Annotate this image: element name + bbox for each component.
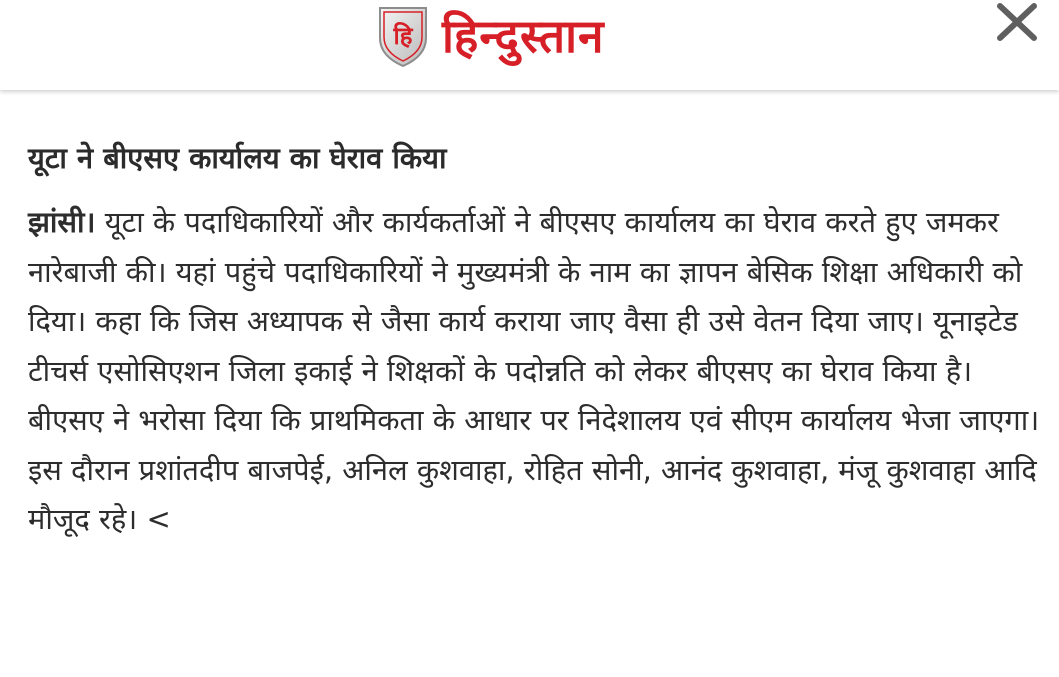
shield-logo-icon: [376, 4, 430, 68]
article-body-text: यूटा के पदाधिकारियों और कार्यकर्ताओं ने बीएसए कार्यालय का घेराव करते हुए जमकर नारेबाजी की। यहां पहुंचे पदाधिकारियों ने मुख्यमंत्री के नाम का ज्ञापन बेसिक शिक्षा अधिकारी को दिया। कहा कि जिस अध्यापक से जैसा कार्य कराया जाए वैसा ही उसे वेतन दिया जाए। यूनाइटेड टीचर्स एसोसिएशन जिला इकाई ने शिक्षकों के पदोन्नति को लेकर बीएसए का घेराव किया है। बीएसए ने भरोसा दिया कि प्राथमिकता के आधार पर निदेशालय एवं सीएम कार्यालय भेजा जाएगा। इस दौरान प्रशांतदीप बाजपेई, अनिल कुशवाहा, रोहित सोनी, आनंद कुशवाहा, मंजू कुशवाहा आदि मौजूद रहे। <: [28, 205, 1040, 536]
article-content: [28, 130, 1052, 545]
article-body: [28, 198, 1052, 545]
close-button[interactable]: [990, 2, 1044, 42]
shield-mark-text: हि: [393, 22, 413, 50]
article-dateline: झांसी।: [28, 205, 96, 239]
close-icon: [990, 2, 1044, 42]
app-header: [0, 0, 1059, 90]
hindustan-logo[interactable]: [376, 4, 605, 68]
clipped-text-fragment: [0, 90, 1059, 96]
logo-wordmark: हिन्दुस्तान: [442, 9, 605, 63]
article-headline: यूटा ने बीएसए कार्यालय का घेराव किया: [28, 141, 447, 175]
